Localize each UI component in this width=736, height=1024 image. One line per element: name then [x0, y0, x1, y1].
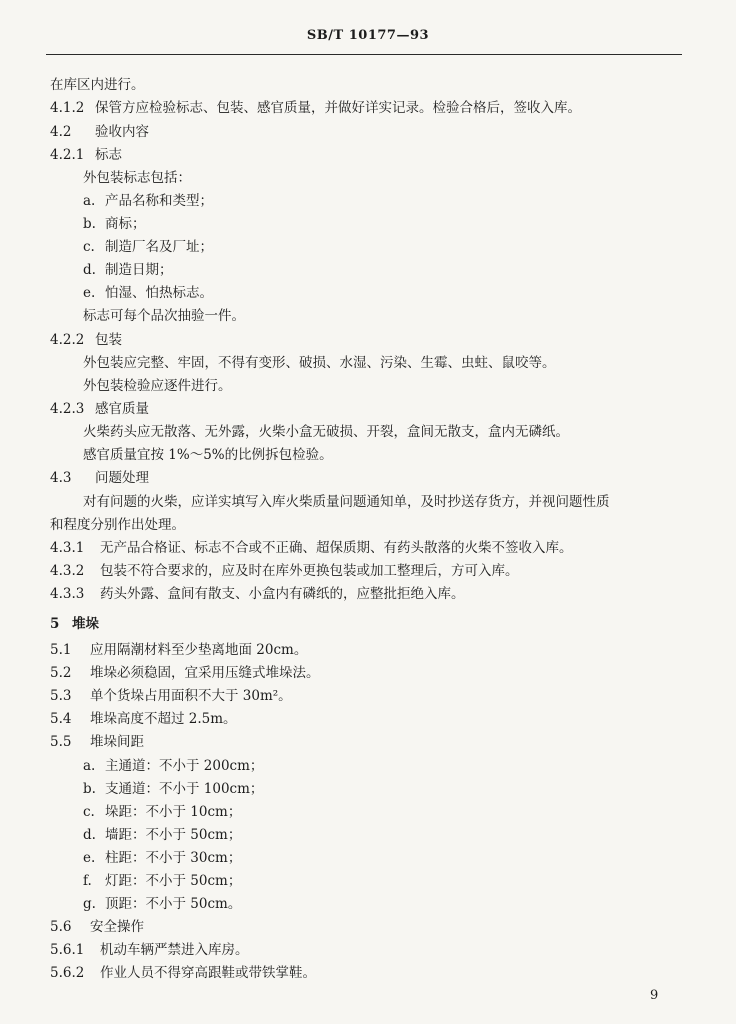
clause-text: 问题处理 — [95, 470, 149, 486]
clause-text: 产品名称和类型； — [105, 193, 213, 209]
clause-number: e. — [83, 285, 96, 301]
clause-text: 应用隔潮材料至少垫离地面 20cm。 — [90, 642, 308, 658]
clause-text: 墙距：不小于 50cm； — [105, 827, 242, 843]
clause-text: 柱距：不小于 30cm； — [105, 850, 242, 866]
header-rule — [46, 54, 682, 55]
clause-number: 4.3 — [50, 470, 72, 486]
clause-text: 无产品合格证、标志不合或不正确、超保质期、有药头散落的火柴不签收入库。 — [100, 540, 573, 556]
clause-number: 4.2 — [50, 124, 72, 140]
clause-text: 包装不符合要求的，应及时在库外更换包装或加工整理后，方可入库。 — [100, 563, 519, 579]
clause-text: 机动车辆严禁进入库房。 — [100, 942, 249, 958]
page-number: 9 — [650, 988, 659, 1003]
clause-text: 药头外露、盒间有散支、小盒内有磷纸的，应整批拒绝入库。 — [100, 586, 465, 602]
clause-text: 外包装检验应逐件进行。 — [83, 378, 232, 394]
clause-text: 支通道：不小于 100cm； — [105, 781, 264, 797]
clause-number: b. — [83, 781, 96, 797]
clause-number: 5.5 — [50, 734, 72, 750]
clause-number: 5.6.1 — [50, 942, 85, 958]
clause-text: 商标； — [105, 216, 146, 232]
clause-text: 在库区内进行。 — [50, 77, 145, 93]
clause-number: 5.3 — [50, 688, 72, 704]
clause-text: 主通道：不小于 200cm； — [105, 758, 264, 774]
clause-text: 安全操作 — [90, 919, 144, 935]
clause-text: 怕湿、怕热标志。 — [105, 285, 213, 301]
clause-number: 4.2.2 — [50, 332, 85, 348]
clause-text: 标志可每个品次抽验一件。 — [83, 308, 245, 324]
clause-text: 灯距：不小于 50cm； — [105, 873, 242, 889]
clause-number: a. — [83, 758, 96, 774]
clause-text: 对有问题的火柴，应详实填写入库火柴质量问题通知单，及时抄送存货方，并视问题性质 — [83, 494, 610, 510]
clause-text: 单个货垛占用面积不大于 30m²。 — [90, 688, 292, 704]
clause-text: 外包装应完整、牢固，不得有变形、破损、水湿、污染、生霉、虫蛀、鼠咬等。 — [83, 355, 556, 371]
clause-number: f. — [83, 873, 92, 889]
clause-number: 4.2.1 — [50, 147, 85, 163]
clause-number: a. — [83, 193, 96, 209]
clause-number: c. — [83, 239, 95, 255]
clause-text: 包装 — [95, 332, 122, 348]
clause-number: 5 — [50, 616, 60, 632]
clause-text: 堆垛间距 — [90, 734, 144, 750]
clause-number: 5.2 — [50, 665, 72, 681]
clause-text: 垛距：不小于 10cm； — [105, 804, 242, 820]
clause-text: 顶距：不小于 50cm。 — [105, 896, 242, 912]
clause-text: 堆垛 — [72, 616, 99, 632]
clause-number: 5.4 — [50, 711, 72, 727]
clause-text: 验收内容 — [95, 124, 149, 140]
clause-text: 标志 — [95, 147, 122, 163]
clause-number: g. — [83, 896, 96, 912]
clause-number: e. — [83, 850, 96, 866]
clause-number: 4.3.2 — [50, 563, 85, 579]
clause-number: 5.6 — [50, 919, 72, 935]
clause-number: 4.3.1 — [50, 540, 85, 556]
clause-number: 5.6.2 — [50, 965, 85, 981]
clause-text: 堆垛必须稳固，宜采用压缝式堆垛法。 — [90, 665, 320, 681]
clause-number: d. — [83, 262, 96, 278]
clause-text: 作业人员不得穿高跟鞋或带铁掌鞋。 — [100, 965, 316, 981]
clause-text: 保管方应检验标志、包装、感官质量，并做好详实记录。检验合格后，签收入库。 — [95, 100, 581, 116]
document-code-header: SB/T 10177—93 — [306, 28, 430, 43]
clause-number: 4.2.3 — [50, 401, 85, 417]
clause-number: 5.1 — [50, 642, 72, 658]
clause-number: 4.1.2 — [50, 100, 85, 116]
clause-text: 制造厂名及厂址； — [105, 239, 213, 255]
clause-number: b. — [83, 216, 96, 232]
clause-text: 堆垛高度不超过 2.5m。 — [90, 711, 237, 727]
clause-text: 感官质量 — [95, 401, 149, 417]
clause-text: 和程度分别作出处理。 — [50, 517, 185, 533]
clause-text: 感官质量宜按 1%～5%的比例拆包检验。 — [83, 447, 333, 463]
clause-text: 外包装标志包括： — [83, 170, 191, 186]
clause-number: c. — [83, 804, 95, 820]
clause-number: 4.3.3 — [50, 586, 85, 602]
clause-text: 制造日期； — [105, 262, 173, 278]
clause-number: d. — [83, 827, 96, 843]
clause-text: 火柴药头应无散落、无外露，火柴小盒无破损、开裂，盒间无散支，盒内无磷纸。 — [83, 424, 569, 440]
